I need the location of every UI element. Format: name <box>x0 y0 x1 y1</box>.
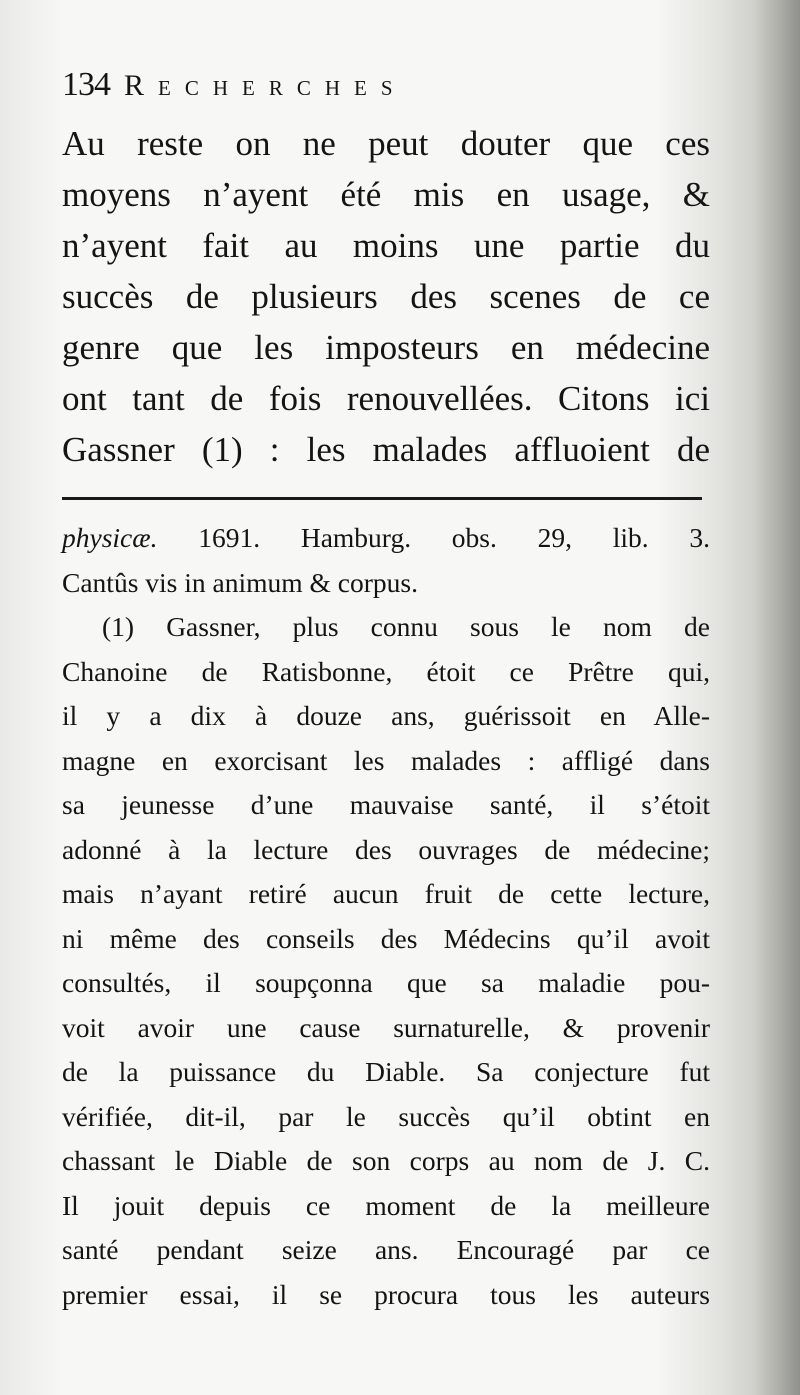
footnote-line: Il jouit depuis ce moment de la meilleure <box>62 1189 710 1221</box>
footnote-line: vérifiée, dit-il, par le succès qu’il obtint en <box>62 1100 710 1132</box>
page-header <box>62 66 622 110</box>
footnote-line <box>62 516 710 561</box>
footnote-line: santé pendant seize ans. Encouragé par ce <box>62 1234 710 1265</box>
text-line: ont tant de fois renouvellées. Citons ici <box>62 379 710 418</box>
footnote-line: premier essai, il se procura tous les auteurs <box>62 1278 710 1310</box>
text-line: n’ayent fait au moins une partie du <box>62 226 710 265</box>
footnote-citation: 1691. Hamburg. obs. 29, lib. 3. <box>157 522 710 553</box>
footnote-line: magne en exorcisant les malades : affligé dans <box>62 744 710 776</box>
footnotes <box>62 516 710 1317</box>
text-line: Gassner (1) : les malades affluoient de <box>62 430 710 469</box>
footnote-line: de la puissance du Diable. Sa conjecture fut <box>62 1056 710 1087</box>
footnote-line: chassant le Diable de son corps au nom de J. C. <box>62 1145 710 1176</box>
running-title: Recherches <box>124 69 407 102</box>
footnote-line: voit avoir une cause surnaturelle, & provenir <box>62 1011 710 1043</box>
page-edge-shadow <box>754 0 800 1395</box>
footnote-line: adonné à la lecture des ouvrages de médecine; <box>62 833 710 865</box>
footnote-line: (1) Gassner, plus connu sous le nom de <box>102 611 710 642</box>
footnote-line: ni même des conseils des Médecins qu’il avoit <box>62 922 710 954</box>
footnote-line: consultés, il soupçonna que sa maladie pou- <box>62 967 710 998</box>
footnote-line: Chanoine de Ratisbonne, étoit ce Prêtre qui, <box>62 655 710 687</box>
text-line: succès de plusieurs des scenes de ce <box>62 277 710 316</box>
text-line: Au reste on ne peut douter que ces <box>62 124 710 163</box>
page-number: 134 <box>62 66 110 103</box>
footnote-line: sa jeunesse d’une mauvaise santé, il s’étoit <box>62 789 710 820</box>
footnote-line: mais n’ayant retiré aucun fruit de cette lecture, <box>62 878 710 909</box>
text-line: moyens n’ayent été mis en usage, & <box>62 175 710 214</box>
footnote-rule <box>62 497 702 500</box>
footnote-line: il y a dix à douze ans, guérissoit en Alle- <box>62 700 710 731</box>
footnote-line: Cantûs vis in animum & corpus. <box>62 566 418 598</box>
main-text <box>62 118 710 475</box>
text-line: genre que les imposteurs en médecine <box>62 328 710 367</box>
footnote-title-italic: physicæ. <box>62 522 158 553</box>
